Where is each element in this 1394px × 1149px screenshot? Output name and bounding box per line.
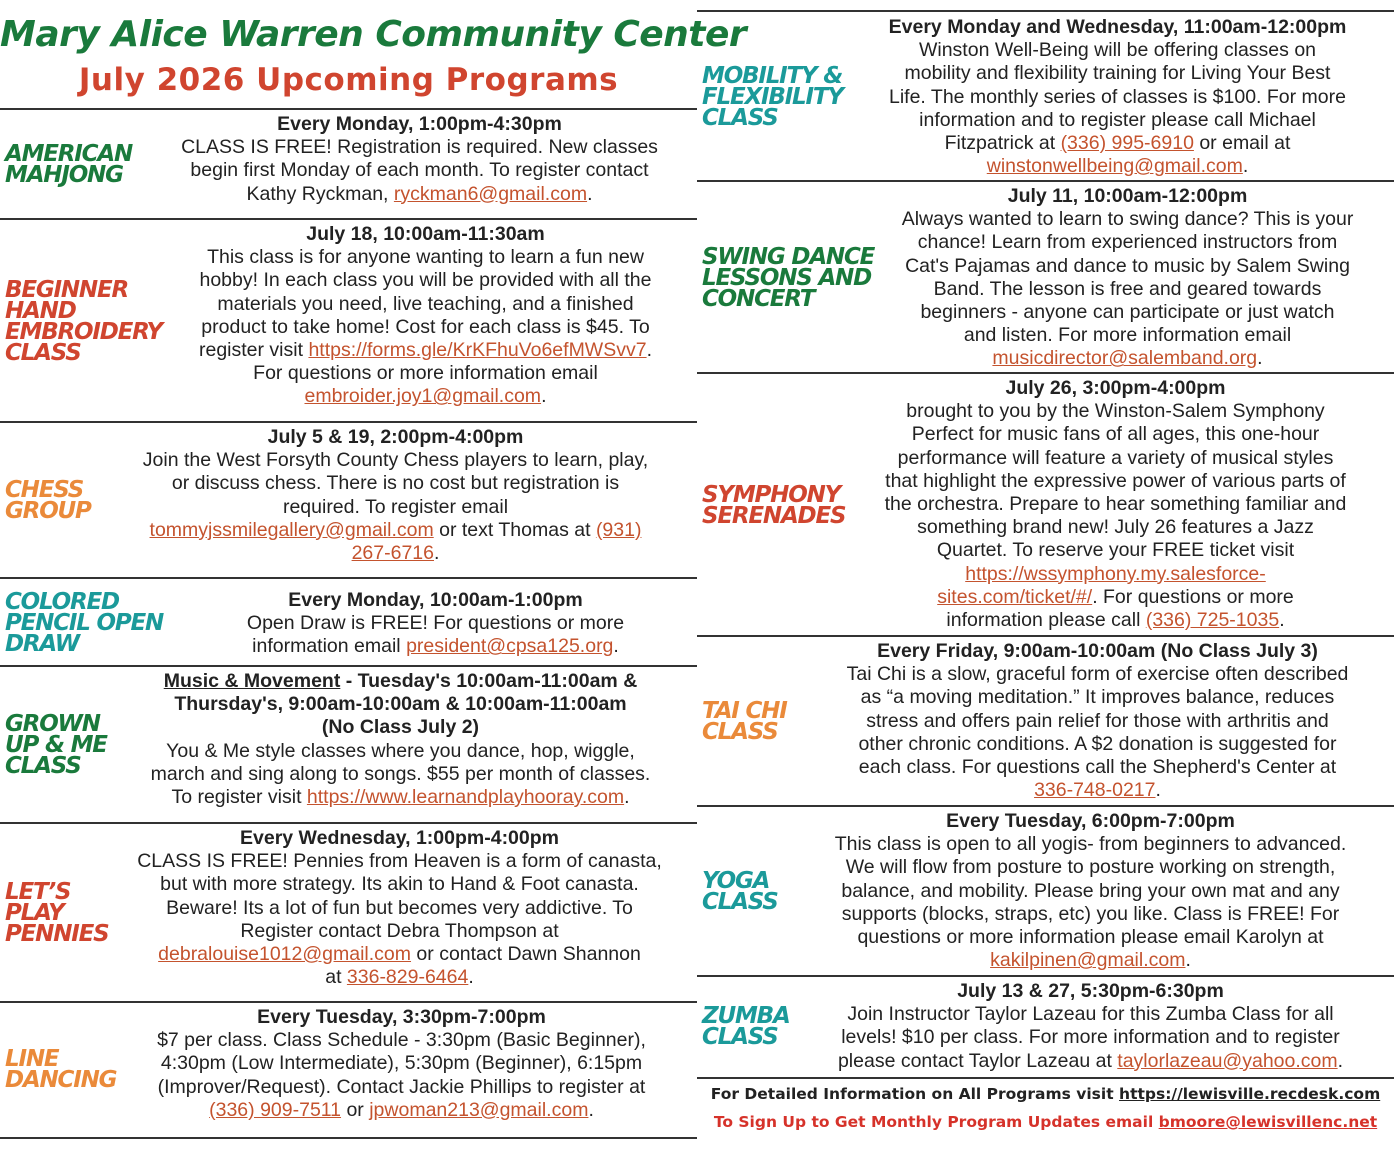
detail-text: Winston Well-Being will be offering classes on — [918, 39, 1317, 62]
detail-line — [180, 612, 691, 635]
detail-line — [793, 926, 1388, 949]
contact-link[interactable]: debralouise1012@gmail.com — [158, 943, 412, 966]
program-title — [702, 637, 787, 807]
detail-line — [112, 1052, 691, 1075]
contact-link[interactable]: (336) 995-6910 — [1060, 132, 1194, 155]
detail-text: . — [1257, 347, 1263, 370]
detail-text: 4:30pm (Low Intermediate), 5:30pm (Beginner), 6:15pm — [160, 1052, 643, 1075]
detail-line — [108, 897, 691, 920]
program-american-mahjong — [0, 108, 697, 220]
detail-line — [843, 377, 1388, 400]
detail-text: that highlight the expressive power of various parts of — [885, 469, 1346, 492]
footer-info-text: For Detailed Information on All Programs visit — [710, 1085, 1120, 1103]
program-hand-embroidery — [0, 218, 697, 423]
detail-line — [160, 362, 691, 385]
detail-line — [793, 980, 1388, 1003]
detail-text: Beware! Its a lot of fun but becomes very addictive. To — [166, 896, 633, 919]
program-title-line: CLASS — [702, 104, 778, 131]
detail-text: Tai Chi is a slow, graceful form of exercise often described — [846, 663, 1349, 686]
program-title-line: FLEXIBILITY — [702, 83, 843, 110]
program-details — [793, 810, 1388, 972]
detail-text: and listen. For more information email — [963, 324, 1292, 347]
program-title-line: GROWN — [5, 711, 100, 737]
detail-line — [793, 1050, 1388, 1073]
detail-text: Always wanted to learn to swing dance? This is your — [901, 208, 1354, 231]
detail-line — [793, 856, 1388, 879]
detail-line — [807, 663, 1388, 686]
program-symphony-serenades — [697, 372, 1394, 637]
detail-text: This class is open to all yogis- from beginners to advanced. — [834, 833, 1347, 856]
detail-line — [160, 316, 691, 339]
detail-text: . — [468, 966, 474, 989]
program-details — [100, 426, 691, 565]
detail-line — [793, 949, 1388, 972]
detail-line — [160, 223, 691, 246]
detail-line — [867, 301, 1388, 324]
detail-line — [847, 155, 1388, 178]
program-title — [5, 423, 91, 579]
detail-line — [160, 293, 691, 316]
detail-line — [100, 519, 691, 542]
program-title-line: AMERICAN — [5, 141, 132, 167]
schedule-text: July 11, 10:00am-12:00pm — [1007, 185, 1248, 207]
detail-text: each class. For questions call the Shepherd's Center at — [858, 756, 1337, 779]
detail-line — [847, 86, 1388, 109]
schedule-text: Every Friday, 9:00am-10:00am (No Class July 3) — [877, 640, 1318, 662]
program-title-line: EMBROIDERY — [5, 318, 163, 345]
detail-text: required. To register email — [282, 495, 509, 518]
detail-text: . For questions or more — [1092, 585, 1294, 608]
program-title — [5, 579, 163, 667]
program-title-line: DANCING — [5, 1067, 117, 1093]
detail-line — [108, 966, 691, 989]
detail-line — [793, 880, 1388, 903]
detail-text: begin first Monday of each month. To register contact — [190, 159, 649, 182]
detail-text: . — [587, 182, 593, 205]
program-line-dancing — [0, 1001, 697, 1139]
detail-text: . — [613, 635, 619, 658]
program-title-line: LESSONS AND — [702, 264, 871, 291]
program-title-line: TAI CHI — [702, 698, 787, 724]
contact-link[interactable]: sites.com/ticket/#/ — [937, 585, 1093, 608]
schedule-text: Every Tuesday, 3:30pm-7:00pm — [257, 1006, 546, 1028]
detail-line — [847, 132, 1388, 155]
detail-line — [843, 516, 1388, 539]
detail-line — [793, 810, 1388, 833]
detail-text: other chronic conditions. A $2 donation is suggested for — [858, 732, 1337, 755]
program-title-line: DRAW — [5, 630, 79, 657]
program-title-line: PLAY — [5, 900, 64, 926]
detail-text: something brand new! July 26 features a Jazz — [917, 516, 1314, 539]
detail-line — [867, 231, 1388, 254]
detail-text: . — [624, 786, 630, 809]
detail-line — [843, 423, 1388, 446]
program-title-line: SWING DANCE — [702, 243, 875, 270]
detail-line — [847, 62, 1388, 85]
footer-info-line — [697, 1085, 1394, 1103]
program-title-line: COLORED — [5, 588, 119, 615]
program-title-line: CLASS — [702, 889, 778, 915]
program-details — [110, 670, 691, 809]
detail-text: Band. The lesson is free and geared towards — [933, 277, 1322, 300]
detail-line — [148, 136, 691, 159]
detail-line — [807, 733, 1388, 756]
contact-link[interactable]: https://www.learnandplayhooray.com — [306, 786, 625, 809]
schedule-text: Every Wednesday, 1:00pm-4:00pm — [240, 827, 559, 849]
detail-line — [110, 670, 691, 693]
schedule-text: Every Monday, 10:00am-1:00pm — [288, 589, 583, 611]
detail-line — [793, 833, 1388, 856]
detail-text: Quartet. To reserve your FREE ticket visit — [936, 539, 1295, 562]
program-title-line: CLASS — [5, 753, 81, 779]
program-details — [180, 589, 691, 659]
detail-text: the orchestra. Prepare to hear something familiar and — [884, 493, 1347, 516]
detail-text: Join Instructor Taylor Lazeau for this Zumba Class for all — [847, 1003, 1334, 1026]
program-zumba — [697, 975, 1394, 1079]
detail-text: or email at — [1193, 132, 1291, 155]
footer-signup-line — [697, 1113, 1394, 1131]
program-title-line: ZUMBA — [702, 1003, 790, 1029]
footer-signup-text: To Sign Up to Get Monthly Program Updates email — [713, 1113, 1159, 1131]
schedule-text: July 13 & 27, 5:30pm-6:30pm — [957, 980, 1224, 1002]
contact-link[interactable]: https://wssymphony.my.salesforce- — [965, 562, 1266, 585]
detail-text: brought to you by the Winston-Salem Symphony — [906, 400, 1325, 423]
detail-text: register visit — [198, 339, 309, 362]
detail-text: information please call — [946, 609, 1146, 632]
detail-line — [108, 920, 691, 943]
program-details — [108, 827, 691, 989]
detail-text: Life. The monthly series of classes is $100. For more — [888, 85, 1346, 108]
program-title-line: UP & ME — [5, 732, 107, 758]
detail-line — [867, 278, 1388, 301]
program-title — [5, 824, 109, 1003]
contact-link[interactable]: (931) — [595, 518, 642, 541]
program-title-line: LET’S — [5, 879, 71, 905]
program-yoga — [697, 805, 1394, 977]
detail-line — [793, 903, 1388, 926]
detail-line — [867, 255, 1388, 278]
detail-text: . — [646, 339, 652, 362]
detail-text: $7 per class. Class Schedule - 3:30pm (Basic Beginner), — [157, 1029, 646, 1052]
detail-line — [108, 943, 691, 966]
program-title — [702, 977, 790, 1077]
detail-text: This class is for anyone wanting to learn a fun new — [207, 246, 644, 269]
detail-line — [867, 208, 1388, 231]
detail-text: but with more strategy. Its akin to Hand & Foot canasta. — [160, 873, 639, 896]
schedule-text: July 18, 10:00am-11:30am — [306, 223, 545, 245]
detail-text: or contact Dawn Shannon — [411, 943, 641, 966]
contact-link[interactable]: tommyjssmilegallery@gmail.com — [149, 518, 434, 541]
program-title-line: HAND — [5, 297, 76, 324]
program-title-line: MAHJONG — [5, 162, 123, 188]
underlined-text: Music & Movement — [163, 670, 341, 692]
contact-link[interactable]: taylorlazeau@yahoo.com — [1117, 1049, 1338, 1072]
program-title-line: YOGA — [702, 868, 770, 894]
page-subtitle: July 2026 Upcoming Programs — [78, 62, 619, 98]
detail-line — [100, 449, 691, 472]
schedule-text: Every Tuesday, 6:00pm-7:00pm — [946, 810, 1235, 832]
footer-website-link[interactable]: https://lewisville.recdesk.com — [1119, 1085, 1381, 1103]
contact-link[interactable]: jpwoman213@gmail.com — [369, 1098, 589, 1121]
detail-text: supports (blocks, straps, etc) you like. Class is FREE! For — [841, 902, 1340, 925]
contact-link[interactable]: 267-6716 — [351, 542, 434, 565]
detail-text: chance! Learn from experienced instructors from — [917, 231, 1338, 254]
program-title — [702, 12, 843, 182]
schedule-text: - Tuesday's 10:00am-11:00am & — [340, 670, 638, 692]
detail-line — [843, 400, 1388, 423]
detail-text: CLASS IS FREE! Pennies from Heaven is a form of canasta, — [137, 850, 662, 873]
detail-text: questions or more information please email Karolyn at — [857, 926, 1324, 949]
detail-line — [100, 472, 691, 495]
detail-line — [843, 586, 1388, 609]
detail-line — [110, 693, 691, 716]
detail-line — [148, 113, 691, 136]
detail-text: information email — [252, 635, 407, 658]
schedule-text: Thursday's, 9:00am-10:00am & 10:00am-11:00am — [174, 693, 627, 716]
schedule-text: Every Monday and Wednesday, 11:00am-12:00pm — [888, 16, 1347, 38]
program-mobility-flexibility — [697, 10, 1394, 182]
program-details — [793, 980, 1388, 1073]
detail-line — [843, 447, 1388, 470]
detail-line — [112, 1099, 691, 1122]
detail-line — [180, 589, 691, 612]
detail-line — [843, 539, 1388, 562]
detail-line — [110, 716, 691, 739]
program-details — [843, 377, 1388, 632]
detail-text: or — [341, 1098, 370, 1121]
detail-text: . — [1337, 1049, 1344, 1072]
detail-line — [160, 246, 691, 269]
program-lets-play-pennies — [0, 822, 697, 1003]
detail-line — [843, 493, 1388, 516]
program-title — [702, 807, 778, 977]
detail-line — [793, 1026, 1388, 1049]
detail-line — [807, 710, 1388, 733]
program-details — [807, 640, 1388, 802]
detail-text: . — [434, 542, 440, 565]
program-swing-dance — [697, 180, 1394, 374]
program-title-line: CLASS — [5, 339, 81, 366]
program-title-line: SERENADES — [702, 502, 846, 529]
program-tai-chi — [697, 635, 1394, 807]
detail-line — [160, 269, 691, 292]
program-chess-group — [0, 421, 697, 579]
program-title-line: BEGINNER — [5, 276, 128, 303]
detail-text: . — [1242, 155, 1249, 178]
program-title-line: SYMPHONY — [702, 481, 841, 508]
contact-link[interactable]: winstonwellbeing@gmail.com — [986, 155, 1243, 178]
program-title-line: CHESS — [5, 477, 84, 503]
detail-text: . — [1279, 609, 1285, 632]
program-details — [160, 223, 691, 409]
detail-line — [112, 1006, 691, 1029]
schedule-text: Every Monday, 1:00pm-4:30pm — [277, 113, 562, 135]
detail-line — [180, 635, 691, 658]
program-title — [5, 667, 107, 824]
detail-text: balance, and mobility. Please bring your own mat and any — [841, 879, 1340, 902]
detail-text: Join the West Forsyth County Chess players to learn, play, — [142, 449, 649, 472]
detail-text: materials you need, live teaching, and a finished — [217, 292, 634, 315]
detail-line — [843, 563, 1388, 586]
detail-line — [867, 324, 1388, 347]
detail-text: please contact Taylor Lazeau at — [837, 1049, 1118, 1072]
contact-link[interactable]: embroider.joy1@gmail.com — [304, 385, 542, 408]
detail-text: product to take home! Cost for each class is $45. To — [201, 315, 650, 338]
detail-text: mobility and flexibility training for Living Your Best — [904, 62, 1331, 85]
detail-line — [100, 426, 691, 449]
program-title-line: LINE — [5, 1046, 59, 1072]
detail-line — [160, 339, 691, 362]
detail-text: as “a moving meditation.” It improves balance, reduces — [860, 686, 1335, 709]
detail-line — [843, 609, 1388, 632]
contact-link[interactable]: musicdirector@salemband.org — [992, 347, 1258, 370]
detail-line — [112, 1029, 691, 1052]
detail-text: levels! $10 per class. For more information and to register — [841, 1026, 1340, 1049]
detail-text: march and sing along to songs. $55 per month of classes. — [150, 762, 651, 785]
detail-text: CLASS IS FREE! Registration is required. New classes — [181, 136, 658, 159]
detail-text: stress and offers pain relief for those with arthritis and — [866, 709, 1329, 732]
detail-text: . — [588, 1098, 594, 1121]
schedule-text: July 26, 3:00pm-4:00pm — [1005, 377, 1226, 399]
program-grown-up-and-me — [0, 665, 697, 824]
program-title — [5, 110, 132, 220]
detail-line — [807, 756, 1388, 779]
program-details — [148, 113, 691, 206]
detail-line — [108, 850, 691, 873]
detail-text: or discuss chess. There is no cost but registration is — [171, 472, 620, 495]
contact-link[interactable]: (336) 725-1035 — [1145, 609, 1280, 632]
detail-line — [148, 183, 691, 206]
detail-line — [847, 16, 1388, 39]
contact-link[interactable]: president@cpsa125.org — [406, 635, 614, 658]
contact-link[interactable]: kakilpinen@gmail.com — [990, 949, 1186, 972]
detail-line — [843, 470, 1388, 493]
detail-line — [867, 185, 1388, 208]
contact-link[interactable]: https://forms.gle/KrKFhuVo6efMWSvv7 — [308, 339, 647, 362]
detail-line — [793, 1003, 1388, 1026]
program-title — [702, 374, 845, 637]
detail-line — [847, 39, 1388, 62]
detail-text: We will flow from posture to posture working on strength, — [845, 856, 1336, 879]
program-title — [5, 220, 162, 423]
detail-text: To register visit — [171, 786, 307, 809]
program-title-line: CLASS — [702, 719, 778, 745]
contact-link[interactable]: 336-748-0217 — [1034, 779, 1156, 802]
detail-text: . — [541, 385, 547, 408]
detail-text: . — [1155, 779, 1161, 802]
footer-email-link[interactable]: bmoore@lewisvillenc.net — [1158, 1113, 1378, 1131]
detail-text: You & Me style classes where you dance, hop, wiggle, — [166, 739, 635, 762]
detail-line — [100, 496, 691, 519]
program-colored-pencil — [0, 577, 697, 667]
detail-line — [807, 640, 1388, 663]
program-title-line: MOBILITY & — [702, 62, 843, 89]
program-details — [867, 185, 1388, 371]
detail-line — [847, 109, 1388, 132]
detail-text: . — [1185, 949, 1191, 972]
program-title — [702, 182, 874, 374]
detail-text: information and to register please call Michael — [919, 108, 1316, 131]
detail-text: Kathy Ryckman, — [246, 182, 394, 205]
program-details — [112, 1006, 691, 1122]
contact-link[interactable]: (336) 909-7511 — [209, 1098, 342, 1121]
detail-line — [110, 786, 691, 809]
detail-text: Perfect for music fans of all ages, this one-hour — [911, 423, 1320, 446]
detail-text: at — [325, 966, 347, 989]
page-title: Mary Alice Warren Community Center — [0, 14, 747, 55]
detail-line — [110, 740, 691, 763]
program-title-line: CONCERT — [702, 285, 815, 312]
detail-text: (Improver/Request). Contact Jackie Phillips to register at — [157, 1075, 646, 1098]
detail-line — [108, 873, 691, 896]
schedule-text: July 5 & 19, 2:00pm-4:00pm — [267, 426, 524, 448]
detail-line — [160, 385, 691, 408]
detail-text: or text Thomas at — [433, 518, 596, 541]
detail-text: Register contact Debra Thompson at — [240, 919, 559, 942]
program-title-line: PENCIL OPEN — [5, 609, 164, 636]
program-title-line: GROUP — [5, 498, 91, 524]
program-title-line: CLASS — [702, 1024, 778, 1050]
detail-line — [112, 1076, 691, 1099]
detail-text: performance will feature a variety of musical styles — [897, 446, 1334, 469]
detail-line — [807, 779, 1388, 802]
contact-link[interactable]: 336-829-6464 — [346, 966, 469, 989]
program-title — [5, 1003, 116, 1137]
schedule-text: (No Class July 2) — [321, 716, 480, 739]
detail-text: beginners - anyone can participate or just watch — [920, 301, 1335, 324]
detail-line — [867, 347, 1388, 370]
detail-line — [100, 542, 691, 565]
program-details — [847, 16, 1388, 178]
program-title-line: PENNIES — [5, 921, 109, 947]
detail-text: Cat's Pajamas and dance to music by Salem Swing — [905, 254, 1350, 277]
detail-text: Open Draw is FREE! For questions or more — [246, 612, 625, 635]
detail-line — [110, 763, 691, 786]
detail-line — [807, 686, 1388, 709]
detail-line — [148, 159, 691, 182]
detail-text: For questions or more information email — [253, 362, 598, 385]
detail-text: hobby! In each class you will be provided with all the — [199, 269, 652, 292]
detail-line — [108, 827, 691, 850]
detail-text: Fitzpatrick at — [944, 132, 1061, 155]
contact-link[interactable]: ryckman6@gmail.com — [393, 182, 588, 205]
